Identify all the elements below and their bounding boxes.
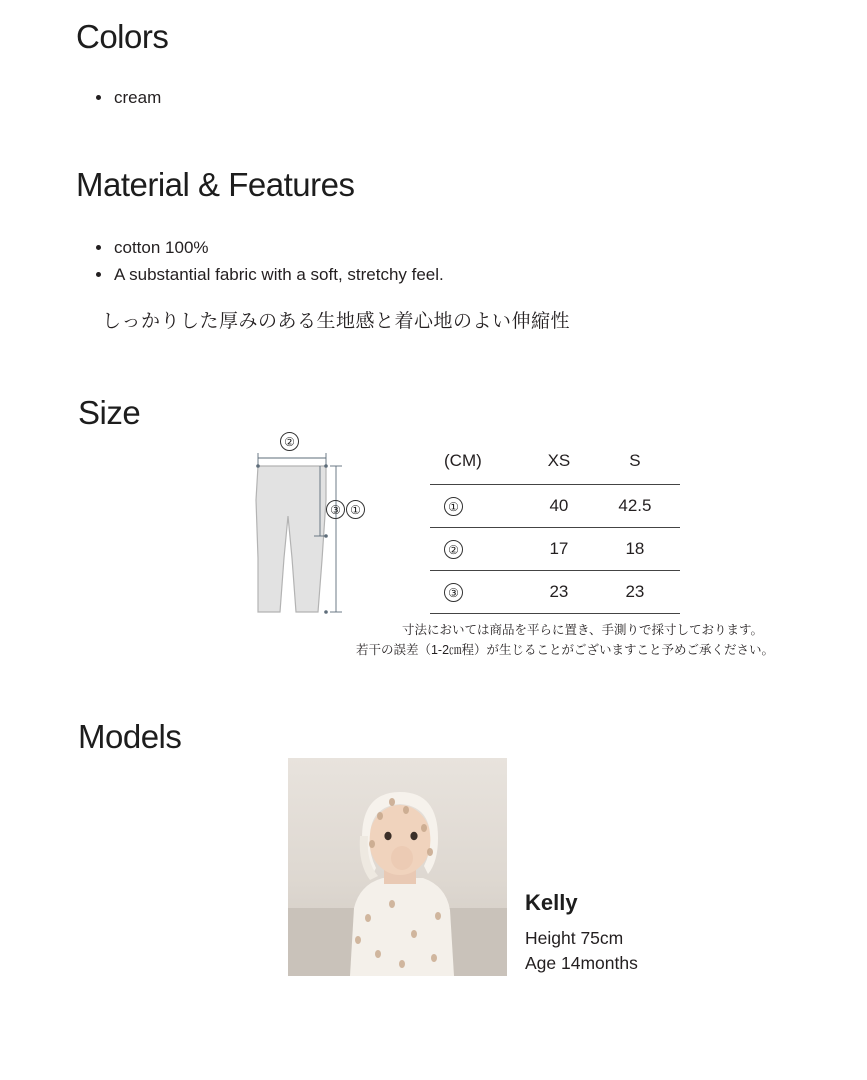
bullet-dot-icon (96, 272, 101, 277)
material-japanese-note: しっかりした厚みのある生地感と着心地のよい伸縮性 (102, 311, 571, 332)
cell-xs: 23 (528, 571, 590, 614)
bullet-dot-icon (96, 245, 101, 250)
model-age: Age 14months (525, 953, 638, 973)
bullet-dot-icon (96, 95, 101, 100)
leggings-diagram (240, 435, 430, 630)
table-row (430, 528, 680, 571)
list-item-label: cream (114, 88, 162, 107)
diagram-marker-1: ① (346, 500, 365, 519)
page-title-material: Material & Features (76, 166, 355, 203)
model-photo (288, 758, 507, 976)
list-item-label: cotton 100% (114, 238, 209, 257)
table-row (430, 571, 680, 614)
measure-marker-3: ③ (444, 583, 463, 602)
measure-marker-1: ① (444, 497, 463, 516)
cell-s: 18 (590, 528, 680, 571)
size-note-line2: 若干の誤差（1-2㎝程）が生じることがございますこと予めご承ください。 (355, 643, 775, 657)
measure-marker-2: ② (444, 540, 463, 559)
page-title-colors: Colors (76, 18, 169, 55)
list-item (90, 261, 444, 288)
model-height: Height 75cm (525, 928, 624, 948)
list-item-label: A substantial fabric with a soft, stretchy feel. (114, 265, 444, 284)
size-measurement-note (335, 620, 795, 660)
page-title-size: Size (78, 394, 141, 431)
row-label (430, 485, 528, 528)
diagram-marker-3: ③ (326, 500, 345, 519)
column-header-xs: XS (528, 440, 590, 485)
colors-list (90, 84, 161, 111)
material-list (90, 234, 444, 288)
size-table-container (430, 440, 685, 614)
row-label (430, 571, 528, 614)
table-header-row (430, 440, 680, 485)
column-header-unit: (CM) (430, 440, 528, 485)
row-label (430, 528, 528, 571)
list-item (90, 234, 444, 261)
cell-xs: 17 (528, 528, 590, 571)
column-header-s: S (590, 440, 680, 485)
cell-s: 42.5 (590, 485, 680, 528)
model-name: Kelly (525, 890, 578, 915)
cell-s: 23 (590, 571, 680, 614)
size-table (430, 440, 680, 614)
page-title-models: Models (78, 718, 182, 755)
model-info (525, 890, 785, 976)
list-item (90, 84, 161, 111)
diagram-marker-2: ② (280, 432, 299, 451)
cell-xs: 40 (528, 485, 590, 528)
size-note-line1: 寸法においては商品を平らに置き、手測りで採寸しております。 (401, 623, 763, 637)
table-row (430, 485, 680, 528)
